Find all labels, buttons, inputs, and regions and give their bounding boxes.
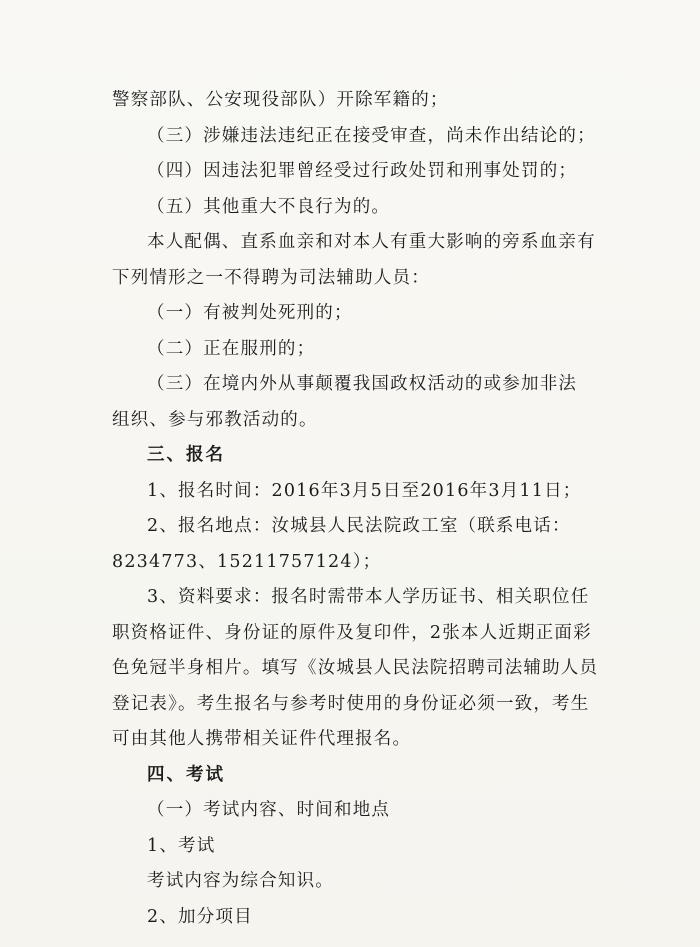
text-line-13: 2、报名地点：汝城县人民法院政工室（联系电话： bbox=[147, 516, 571, 536]
text-line-14: 8234773、15211757124）； bbox=[112, 552, 382, 572]
text-line-24: 2、加分项目 bbox=[147, 907, 253, 927]
text-line-18: 登记表》。考生报名与参考时使用的身份证必须一致，考生 bbox=[112, 694, 590, 714]
text-line-12: 1、报名时间：2016年3月5日至2016年3月11日； bbox=[147, 481, 582, 501]
text-line-10: 组织、参与邪教活动的。 bbox=[112, 410, 318, 430]
text-line-19: 可由其他人携带相关证件代理报名。 bbox=[112, 729, 412, 749]
text-line-16: 职资格证件、身份证的原件及复印件，2张本人近期正面彩 bbox=[112, 623, 592, 643]
text-line-5: 本人配偶、直系血亲和对本人有重大影响的旁系血亲有 bbox=[147, 232, 596, 252]
text-line-6: 下列情形之一不得聘为司法辅助人员： bbox=[112, 268, 430, 288]
section-heading-exam: 四、考试 bbox=[147, 765, 225, 785]
text-line-23: 考试内容为综合知识。 bbox=[147, 871, 334, 891]
text-line-3: （四）因违法犯罪曾经受过行政处罚和刑事处罚的； bbox=[147, 161, 578, 181]
text-line-4: （五）其他重大不良行为的。 bbox=[147, 197, 391, 217]
text-line-8: （二）正在服刑的； bbox=[147, 339, 316, 359]
text-line-1: 警察部队、公安现役部队）开除军籍的； bbox=[112, 90, 449, 110]
section-heading-registration: 三、报名 bbox=[147, 445, 225, 465]
text-line-21: （一）考试内容、时间和地点 bbox=[147, 800, 391, 820]
text-line-9: （三）在境内外从事颠覆我国政权活动的或参加非法 bbox=[147, 374, 578, 394]
text-line-15: 3、资料要求：报名时需带本人学历证书、相关职位任 bbox=[147, 587, 590, 607]
text-line-2: （三）涉嫌违法违纪正在接受审查，尚未作出结论的； bbox=[147, 126, 596, 146]
text-line-22: 1、考试 bbox=[147, 836, 216, 856]
text-line-7: （一）有被判处死刑的； bbox=[147, 303, 353, 323]
text-line-17: 色免冠半身相片。填写《汝城县人民法院招聘司法辅助人员 bbox=[112, 658, 599, 678]
